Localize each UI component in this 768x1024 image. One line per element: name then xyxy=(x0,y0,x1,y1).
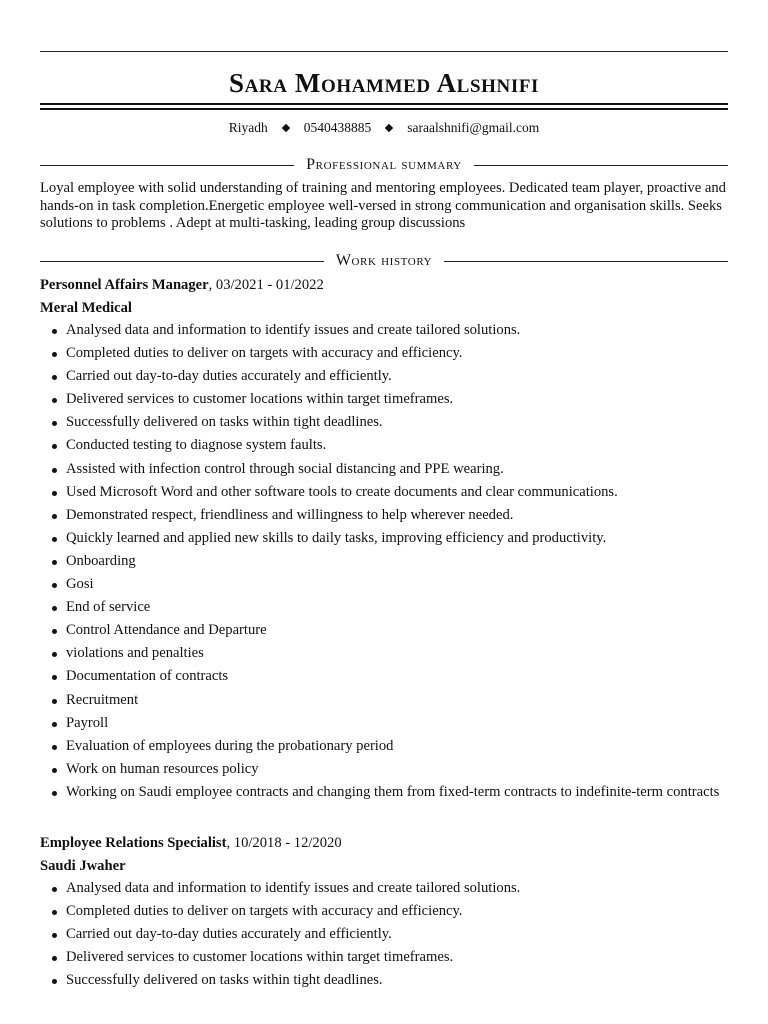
top-rule xyxy=(40,51,728,52)
job-title: Employee Relations Specialist xyxy=(40,835,227,851)
job-title-line xyxy=(40,276,324,294)
list-item: Evaluation of employees during the probationary period xyxy=(40,738,728,755)
contact-email: saraalshnifi@gmail.com xyxy=(407,120,540,135)
list-item: Delivered services to customer locations within target timeframes. xyxy=(40,391,728,408)
list-item: Onboarding xyxy=(40,553,728,570)
section-heading-summary xyxy=(40,155,728,175)
section-heading-work-history xyxy=(40,251,728,271)
list-item: Used Microsoft Word and other software tools to create documents and clear communications. xyxy=(40,484,728,501)
list-item: Working on Saudi employee contracts and changing them from fixed-term contracts to indefinite-term contracts xyxy=(40,784,728,801)
list-item: Gosi xyxy=(40,576,728,593)
job-bullets xyxy=(40,322,728,807)
section-title: Work history xyxy=(335,252,433,269)
list-item: Analysed data and information to identify issues and create tailored solutions. xyxy=(40,322,728,339)
list-item: Carried out day-to-day duties accurately and efficiently. xyxy=(40,926,728,943)
list-item: Work on human resources policy xyxy=(40,761,728,778)
list-item: Delivered services to customer locations within target timeframes. xyxy=(40,949,728,966)
header-double-rule xyxy=(40,103,728,110)
company-name: Meral Medical xyxy=(40,300,132,316)
list-item: violations and penalties xyxy=(40,645,728,662)
list-item: Carried out day-to-day duties accurately and efficiently. xyxy=(40,368,728,385)
divider xyxy=(40,261,324,262)
job-title: Personnel Affairs Manager xyxy=(40,277,209,293)
summary-text: Loyal employee with solid understanding of training and mentoring employees. Dedicated team player, proactive and hands-on in task completion.Energetic employee well-versed in strong communication and organisation skills. Seeks solutions to problems . Adept at multi-tasking, leading group discussions xyxy=(40,180,726,231)
job-title-line xyxy=(40,834,342,852)
contact-phone: 0540438885 xyxy=(303,120,372,135)
list-item: Analysed data and information to identify issues and create tailored solutions. xyxy=(40,880,728,897)
contact-line xyxy=(40,119,728,137)
list-item: Quickly learned and applied new skills to daily tasks, improving efficiency and productivity. xyxy=(40,530,728,547)
divider xyxy=(444,261,728,262)
list-item: Successfully delivered on tasks within tight deadlines. xyxy=(40,414,728,431)
diamond-separator-icon xyxy=(281,124,289,132)
list-item: Completed duties to deliver on targets with accuracy and efficiency. xyxy=(40,903,728,920)
contact-city: Riyadh xyxy=(228,120,268,135)
list-item: Documentation of contracts xyxy=(40,668,728,685)
section-title: Professional summary xyxy=(306,156,462,173)
list-item: End of service xyxy=(40,599,728,616)
list-item: Conducted testing to diagnose system faults. xyxy=(40,437,728,454)
list-item: Successfully delivered on tasks within tight deadlines. xyxy=(40,972,728,989)
list-item: Payroll xyxy=(40,715,728,732)
diamond-separator-icon xyxy=(385,124,393,132)
candidate-name: Sara Mohammed Alshnifi xyxy=(228,68,540,98)
job-bullets xyxy=(40,880,728,995)
company-name: Saudi Jwaher xyxy=(40,858,126,874)
list-item: Completed duties to deliver on targets with accuracy and efficiency. xyxy=(40,345,728,362)
job-dates: , 03/2021 - 01/2022 xyxy=(208,277,324,293)
divider xyxy=(40,165,294,166)
list-item: Assisted with infection control through social distancing and PPE wearing. xyxy=(40,461,728,478)
job-dates: , 10/2018 - 12/2020 xyxy=(226,835,342,851)
list-item: Control Attendance and Departure xyxy=(40,622,728,639)
list-item: Demonstrated respect, friendliness and willingness to help wherever needed. xyxy=(40,507,728,524)
divider xyxy=(474,165,728,166)
list-item: Recruitment xyxy=(40,692,728,709)
